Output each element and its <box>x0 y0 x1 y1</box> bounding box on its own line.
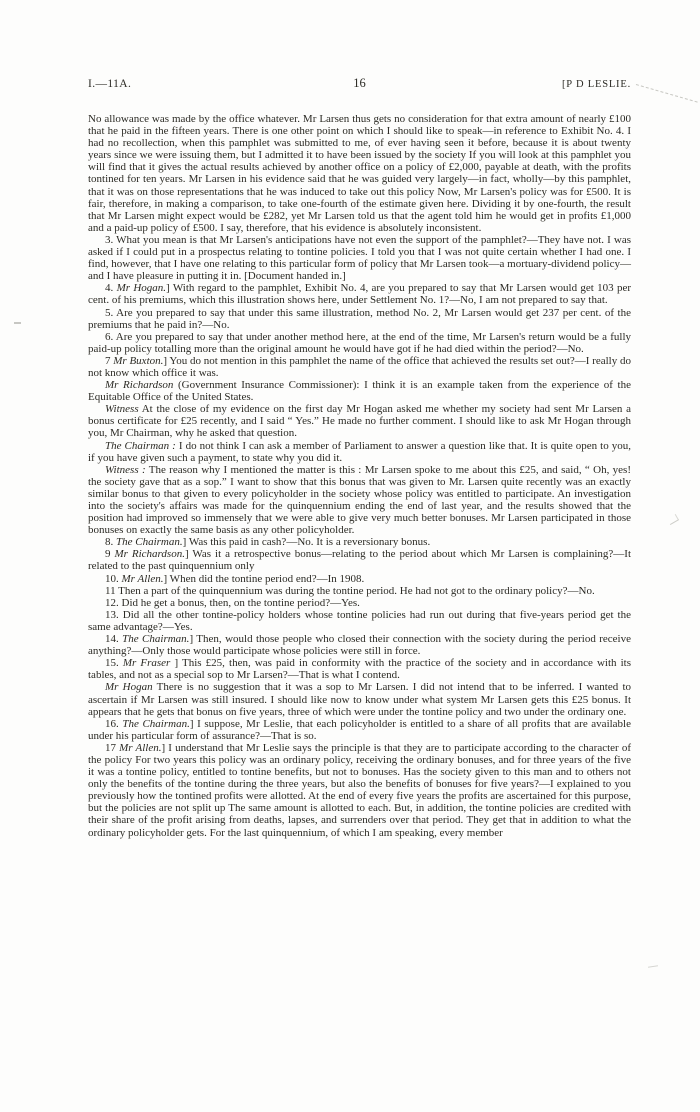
paragraph <box>88 718 631 742</box>
paragraph-text: ] Then, would those people who closed their connection with the society during the period receive anything?—Only those would participate whose policies were still in force. <box>88 633 631 658</box>
paragraph-text: ] I suppose, Mr Leslie, that each policyholder is entitled to a share of all profits that are available under his particular form of assurance?—That is so. <box>88 717 631 742</box>
paragraph <box>88 573 631 585</box>
paragraph-text: 4. <box>105 282 117 295</box>
paragraph-text: 9 <box>105 548 115 561</box>
paragraph-text: 12. Did he get a bonus, then, on the tontine period?—Yes. <box>105 596 360 609</box>
speaker-name: Mr Hogan. <box>116 282 167 295</box>
paragraph-text: 3. What you mean is that Mr Larsen's anticipations have not even the support of the pamphlet?—They have not. I was asked if I could put in a prospectus relating to tontine policies. I told you that I was not quite certain whether I had one. I find, however, that I have one relating to this particular form of policy that Mr Larsen took—a mortuary-dividend policy—and I have pleasure in putting it in. [Document handed in.] <box>88 233 631 283</box>
paragraph <box>88 234 631 282</box>
paragraph <box>88 597 631 609</box>
witness-name-header: [P D LESLIE. <box>562 79 631 90</box>
paragraph <box>88 331 631 355</box>
paragraph-text: The reason why I mentioned the matter is this : Mr Larsen spoke to me about this £25, and said, “ Oh, yes! the society gave that as a sop.” I want to show that this bonus that was given to Mr. Larsen quite recently was an exactly similar bonus to that given to every policyholder in the society whose policy was entitled to participate. An investigation into the society's affairs was made for the quinquennium ending the end of last year, and the results showed that the position had improved so immensely that we were able to give very much better bonuses. Mr Larsen participated in those bonuses on exactly the same basis as any other policyholder. <box>88 463 631 537</box>
scan-mark-right-margin <box>648 965 658 967</box>
paragraph-text: 13. Did all the other tontine-policy holders whose tontine policies had run out during that five-years period get the same advantage?—Yes. <box>88 608 631 633</box>
paragraph-text: There is no suggestion that it was a sop to Mr Larsen. I did not intend that to be inferred. I wanted to ascertain if Mr Larsen was still insured. I should like now to know under what system Mr Larsen gets this £25 bonus. It appears that he gets that bonus on five years, three of which were under the tontine policy and two under the ordinary one. <box>88 681 631 718</box>
paragraph-text: 8. <box>105 536 116 549</box>
paragraph-text: 11 Then a part of the quinquennium was during the tontine period. He had not got to the ordinary policy?—No. <box>105 584 595 597</box>
paragraph <box>88 403 631 439</box>
speaker-name: Witness <box>105 403 139 416</box>
paragraph <box>88 113 631 234</box>
paragraph <box>88 609 631 633</box>
paragraph <box>88 585 631 597</box>
speaker-name: Mr Richardson. <box>114 548 185 561</box>
paragraph-text: No allowance was made by the office whatever. Mr Larsen thus gets no consideration for that extra amount of nearly £100 that he paid in the fifteen years. There is one other point on which I should like to speak—in reference to Exhibit No. 4. I had no recollection, when this pamphlet was submitted to me, of ever having seen it before, because it is about twenty years since we were issuing them, but I admitted it to have been issued by the society If you will look at this pamphlet you will find that it gives the actual results achieved by another office on a policy of £2,000, payable at death, with the profits tontined for ten years. Mr Larsen in his evidence said that he was guided very largely—in fact, wholly—by this pamphlet, that it was on those representations that he was induced to take out this policy Now, Mr Larsen's policy was for £500. It is fair, therefore, in making a comparison, to take one-fourth of the estimate given here. Dividing it by one-fourth, the result that Mr Larsen might expect would be £282, yet Mr Larsen told us that the agent told him he would get in profits £1,000 and a paid-up policy of £500. I say, therefore, that his evidence is absolutely inconsistent. <box>88 113 631 234</box>
paragraph-text: ] Was it a retrospective bonus—relating to the period about which Mr Larsen is complaining?—It related to the past quinquennium only <box>88 548 631 573</box>
paragraph <box>88 536 631 548</box>
paragraph-text: 6. Are you prepared to say that under another method here, at the end of the time, Mr Larsen's return would be a fully paid-up policy totalling more than the original amount he would have got if he had died within the period?—No. <box>88 330 631 355</box>
speaker-name: Mr Richardson <box>105 379 174 392</box>
paragraph-text: 16. <box>105 717 123 730</box>
page-header <box>88 76 631 91</box>
paragraph <box>88 548 631 572</box>
scan-mark-pencil <box>667 514 679 525</box>
paragraph <box>88 440 631 464</box>
paragraph <box>88 307 631 331</box>
speaker-name: The Chairman : <box>105 439 176 452</box>
paragraph-text: (Government Insurance Commissioner): I think it is an example taken from the experience of the Equitable Office of the United States. <box>88 379 632 404</box>
paragraph-text: ] Was this paid in cash?—No. It is a reversionary bonus. <box>182 536 431 549</box>
paragraph-text: 10. <box>105 572 122 585</box>
paragraph <box>88 742 631 839</box>
speaker-name: Mr Hogan <box>105 681 153 694</box>
paragraph-text: I do not think I can ask a member of Parliament to answer a question like that. It is quite open to you, if you have given such a payment, to state why you did it. <box>88 439 631 464</box>
paragraph <box>88 681 631 717</box>
paragraph-text: 15. <box>105 657 123 670</box>
paragraph-text: 5. Are you prepared to say that under this same illustration, method No. 2, Mr Larsen would get 237 per cent. of the premiums that he paid in?—No. <box>88 306 631 331</box>
scan-mark-left-margin <box>14 322 21 324</box>
paragraph-text: 7 <box>105 354 114 367</box>
paragraph <box>88 464 631 537</box>
document-body <box>88 113 631 839</box>
paragraph <box>88 282 631 306</box>
speaker-name: The Chairman. <box>122 717 190 730</box>
paper-series-number: I.—11A. <box>88 78 132 90</box>
paragraph <box>88 633 631 657</box>
page-number: 16 <box>353 76 366 90</box>
speaker-name: Mr Allen. <box>121 572 164 585</box>
paragraph <box>88 379 631 403</box>
speaker-name: The Chairman. <box>122 633 190 646</box>
speaker-name: The Chairman. <box>116 536 183 549</box>
paragraph <box>88 657 631 681</box>
scan-scratch-artifact <box>636 84 698 103</box>
speaker-name: Mr Fraser <box>122 657 175 670</box>
speaker-name: Witness : <box>105 463 146 476</box>
paragraph-text: ] I understand that Mr Leslie says the principle is that they are to participate according to the character of the policy For two years this policy was an ordinary policy, receiving the ordinary bonuses, and for three years of the five it was a tontine policy, entitled to tontine benefits, but not to bonuses. Has the society given to this man and to others not only the benefits of the tontine during the three years, but also the benefits of bonuses for five years?—I explained to you previously how the tontined profits were allotted. At the end of every five years the profits are ascertained for this purpose, but the policies are not split up The same amount is allotted to each. But, in addition, the tontine policies are credited with their share of the profit arising from deaths, lapses, and surrenders over that period. They get that in addition to what the ordinary policyholder gets. For the last quinquennium, of which I am speaking, every member <box>88 741 632 839</box>
paragraph-text: ] You do not mention in this pamphlet the name of the office that achieved the results set out?—I really do not know which office it was. <box>88 354 631 379</box>
paragraph-text: ] When did the tontine period end?—In 1908. <box>163 572 365 585</box>
paragraph-text: ] With regard to the pamphlet, Exhibit No. 4, are you prepared to say that Mr Larsen would get 103 per cent. of his premiums, which this illustration shows here, under Settlement No. 1?—No, I am not prepared to say that. <box>88 282 632 307</box>
paragraph-text: 17 <box>105 741 120 754</box>
paragraph-text: 14. <box>105 633 123 646</box>
paragraph-text: At the close of my evidence on the first day Mr Hogan asked me whether my society had sent Mr Larsen a bonus certificate for £25 recently, and I said “ Yes.” He made no further comment. I should like to ask Mr Hogan through you, Mr Chairman, why he asked that question. <box>88 403 631 440</box>
paragraph-text: ] This £25, then, was paid in conformity with the practice of the society and in accordance with its tables, and not as a special sop to Mr Larsen?—That is what I contend. <box>88 657 632 682</box>
speaker-name: Mr Buxton. <box>113 354 164 367</box>
speaker-name: Mr Allen. <box>119 741 162 754</box>
paragraph <box>88 355 631 379</box>
